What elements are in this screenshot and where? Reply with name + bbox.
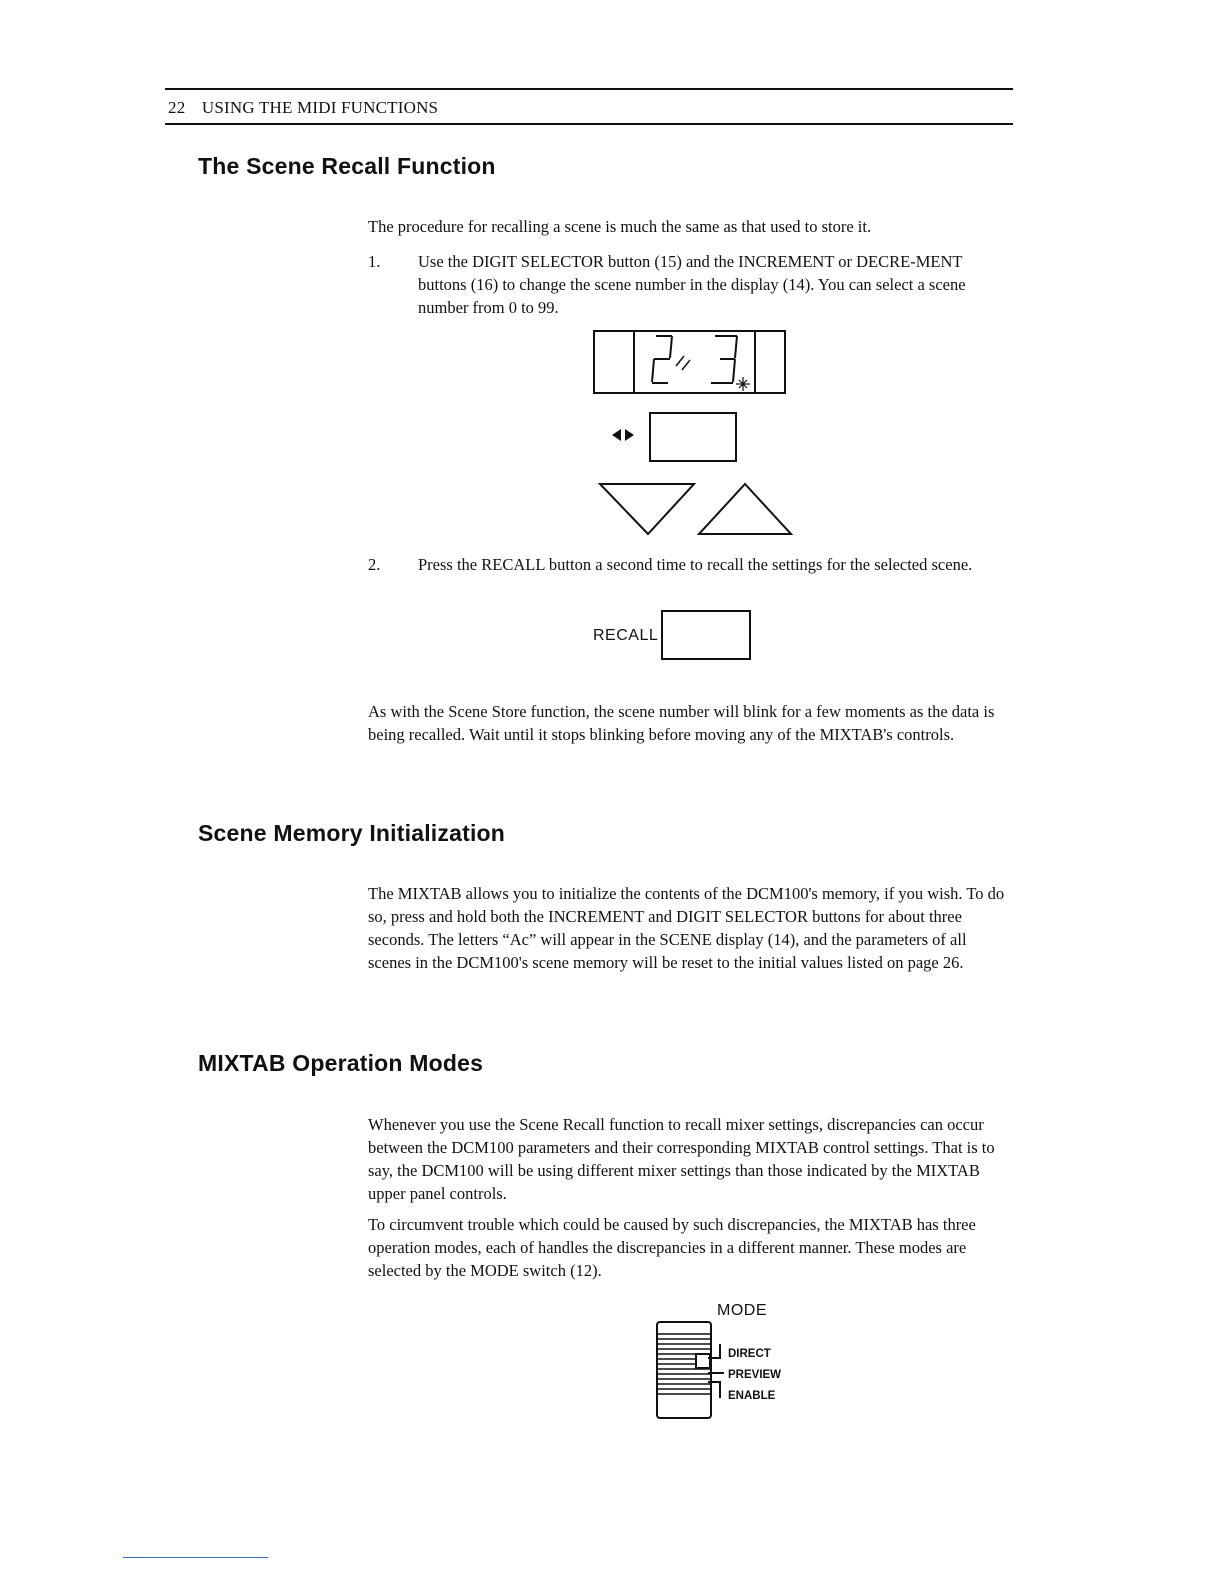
section-title: USING THE MIDI FUNCTIONS	[201, 98, 439, 117]
step-1-number: 1.	[368, 252, 381, 271]
step-2-number: 2.	[368, 555, 381, 574]
mode-option-enable: ENABLE	[728, 1390, 776, 1402]
step-1-text: Use the DIGIT SELECTOR button (15) and the INCREMENT or DECRE-MENT buttons (16) to change the scene number in the display (14). You can select a scene number from 0 to 99.	[418, 252, 966, 317]
right-arrow-icon	[625, 429, 634, 441]
running-head	[168, 98, 438, 118]
operation-modes-para-1: Whenever you use the Scene Recall function to recall mixer settings, discrepancies can occur between the DCM100 parameters and their corresponding MIXTAB control settings. That is to say, the DCM100 will be using different mixer settings than those indicated by the MIXTAB upper panel controls.	[368, 1115, 995, 1203]
scene-recall-closing: As with the Scene Store function, the scene number will blink for a few moments as the data is being recalled. Wait until it stops blinking before moving any of the MIXTAB's controls.	[368, 702, 995, 744]
mode-option-preview: PREVIEW	[728, 1369, 782, 1381]
digit-two-segments	[652, 336, 672, 383]
step-2	[368, 553, 1008, 599]
operation-modes-para-2: To circumvent trouble which could be caused by such discrepancies, the MIXTAB has three operation modes, each of handles the discrepancies in a different manner. These modes are selected by the MODE switch (12).	[368, 1215, 976, 1280]
footer-line	[123, 1557, 268, 1558]
recall-label: RECALL	[593, 627, 659, 644]
page-number: 22	[168, 98, 186, 117]
top-rule	[165, 88, 1013, 90]
inc-dec-diagram	[596, 478, 796, 540]
mode-switch-body[interactable]	[657, 1322, 711, 1418]
blink-marks	[676, 356, 690, 370]
increment-triangle-icon[interactable]	[699, 484, 791, 534]
mode-options	[728, 1344, 781, 1407]
header-rule	[165, 123, 1013, 125]
left-arrow-icon	[612, 429, 621, 441]
heading-scene-recall: The Scene Recall Function	[198, 153, 496, 179]
heading-operation-modes: MIXTAB Operation Modes	[198, 1050, 484, 1076]
scene-display-frame	[594, 331, 785, 393]
decimal-point-blink	[736, 377, 750, 391]
mode-label-connectors	[706, 1340, 726, 1412]
digit-selector-button[interactable]	[650, 413, 736, 461]
heading-scene-memory: Scene Memory Initialization	[198, 820, 506, 846]
decrement-triangle-icon[interactable]	[600, 484, 694, 534]
step-1	[368, 250, 1008, 322]
scene-memory-body: The MIXTAB allows you to initialize the contents of the DCM100's memory, if you wish. To do so, press and hold both the INCREMENT and DIGIT SELECTOR buttons for about three seconds. The letters “Ac” will appear in the SCENE display (14), and the parameters of all scenes in the DCM100's scene memory will be reset to the initial values listed on page 26.	[368, 884, 1005, 972]
digit-selector-diagram	[608, 410, 743, 466]
recall-button[interactable]	[662, 611, 750, 659]
recall-button-diagram	[658, 608, 758, 664]
mode-option-direct: DIRECT	[728, 1348, 771, 1360]
scene-display-diagram	[590, 328, 790, 398]
digit-three-segments	[711, 336, 737, 383]
scene-recall-intro: The procedure for recalling a scene is much the same as that used to store it.	[368, 217, 872, 236]
step-2-text: Press the RECALL button a second time to recall the settings for the selected scene.	[418, 555, 973, 574]
mode-label: MODE	[717, 1302, 767, 1319]
